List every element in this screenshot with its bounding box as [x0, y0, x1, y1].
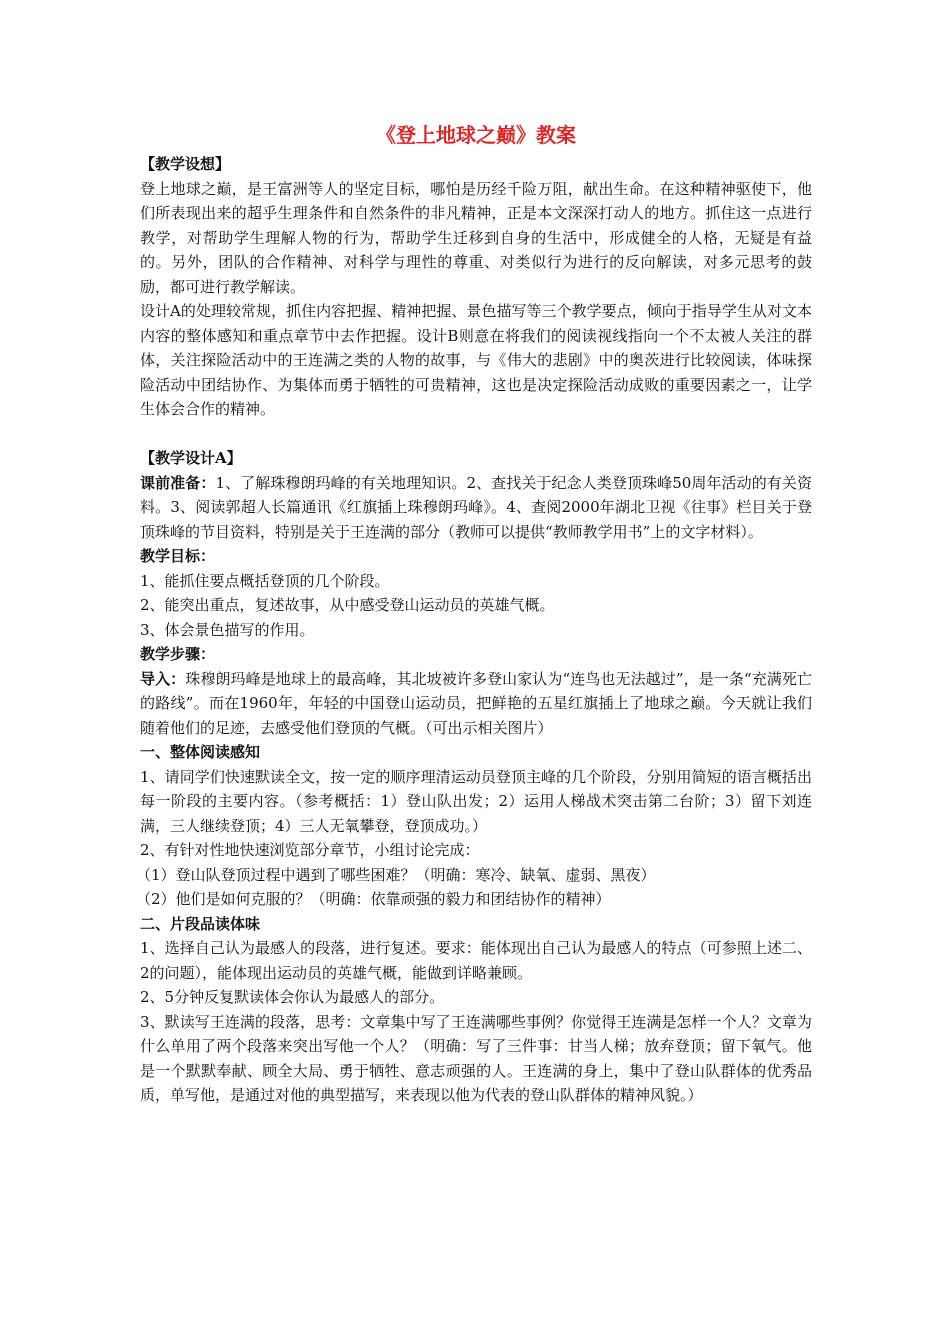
part2-item: 2、5分钟反复默读体会你认为最感人的部分。: [140, 988, 445, 1006]
intro-label: 导入：: [140, 669, 186, 688]
intro-paragraph: [140, 667, 812, 741]
spacer: [140, 422, 812, 447]
part1-heading: 一、整体阅读感知: [140, 743, 261, 761]
part2-item: 1、选择自己认为最感人的段落，进行复述。要求：能体现出自己认为最感人的特点（可参照上述二、2的问题），能体现出运动员的英雄气概，能做到详略兼顾。: [140, 939, 812, 982]
steps-heading: 教学步骤：: [140, 645, 216, 663]
goal-item: 2、能突出重点，复述故事，从中感受登山运动员的英雄气概。: [140, 596, 555, 614]
part2-heading: 二、片段品读体味: [140, 914, 261, 933]
intro-text: 珠穆朗玛峰是地球上的最高峰，其北坡被许多登山家认为“连鸟也无法越过”，是一条“充满死亡的路线”。而在1960年，年轻的中国登山运动员，把鲜艳的五星红旗插上了地球之巅。今天就让我们随着他们的足迹，去感受他们登顶的气概。（可出示相关图片）: [140, 669, 812, 737]
part1-item: 2、有针对性地快速浏览部分章节，小组讨论完成：: [140, 841, 480, 859]
design-a-heading: 【教学设计A】: [140, 449, 242, 467]
goals-heading: 教学目标：: [140, 547, 216, 565]
idea-heading: 【教学设想】: [140, 155, 231, 173]
goal-item: 3、体会景色描写的作用。: [140, 620, 315, 639]
part2-item: 3、默读写王连满的段落，思考：文章集中写了王连满哪些事例？你觉得王连满是怎样一个人？文章为什么单用了两个段落来突出写他一个人？（明确：写了三件事：甘当人梯；放弃登顶；留下氧气。他是一个默默奉献、顾全大局、勇于牺牲、意志顽强的人。王连满的身上，集中了登山队群体的优秀品质，单写他，是通过对他的典型描写，来表现以他为代表的登山队群体的精神风貌。）: [140, 1012, 812, 1104]
idea-paragraph-2: 设计A的处理较常规，抓住内容把握、精神把握、景色描写等三个教学要点，倾向于指导学生从对文本内容的整体感知和重点章节中去作把握。设计B则意在将我们的阅读视线指向一个不太被人关注的群体，关注探险活动中的王连满之类的人物的故事，与《伟大的悲剧》中的奥茨进行比较阅读，体味探险活动中团结协作、为集体而勇于牺牲的可贵精神，这也是决定探险活动成败的重要因素之一，让学生体会合作的精神。: [140, 302, 812, 418]
document-title: 《登上地球之巅》教案: [376, 123, 576, 147]
prep-text: 1、了解珠穆朗玛峰的有关地理知识。2、查找关于纪念人类登顶珠峰50周年活动的有关资料。3、阅读郭超人长篇通讯《红旗插上珠穆朗玛峰》。4、查阅2000年湖北卫视《往事》栏目关于登顶珠峰的节目资料，特别是关于王连满的部分（教师可以提供“教师教学用书”上的文字材料）。: [140, 473, 812, 541]
part1-item: （1）登山队登顶过程中遇到了哪些困难？（明确：寒冷、缺氧、虚弱、黑夜）: [136, 865, 656, 884]
document-page: [136, 118, 812, 1108]
idea-paragraph-1: 登上地球之巅，是王富洲等人的坚定目标，哪怕是历经千险万阻，献出生命。在这种精神驱使下，他们所表现出来的超乎生理条件和自然条件的非凡精神，正是本文深深打动人的地方。抓住这一点进行教学，对帮助学生理解人物的行为，帮助学生迁移到自身的生活中，形成健全的人格，无疑是有益的。另外，团队的合作精神、对科学与理性的尊重、对类似行为进行的反向解读，对多元思考的鼓励，都可进行教学解读。: [140, 179, 812, 296]
prep-label: 课前准备：: [140, 473, 216, 492]
part1-item: 1、请同学们快速默读全文，按一定的顺序理清运动员登顶主峰的几个阶段，分别用简短的语言概括出每一阶段的主要内容。（参考概括：1）登山队出发；2）运用人梯战术突击第二台阶；3）留下刘连满，三人继续登顶；4）三人无氧攀登，登顶成功。）: [140, 767, 812, 835]
part1-item: （2）他们是如何克服的？（明确：依靠顽强的毅力和团结协作的精神）: [136, 890, 611, 908]
goal-item: 1、能抓住要点概括登顶的几个阶段。: [140, 571, 390, 590]
prep-paragraph: [140, 471, 812, 545]
